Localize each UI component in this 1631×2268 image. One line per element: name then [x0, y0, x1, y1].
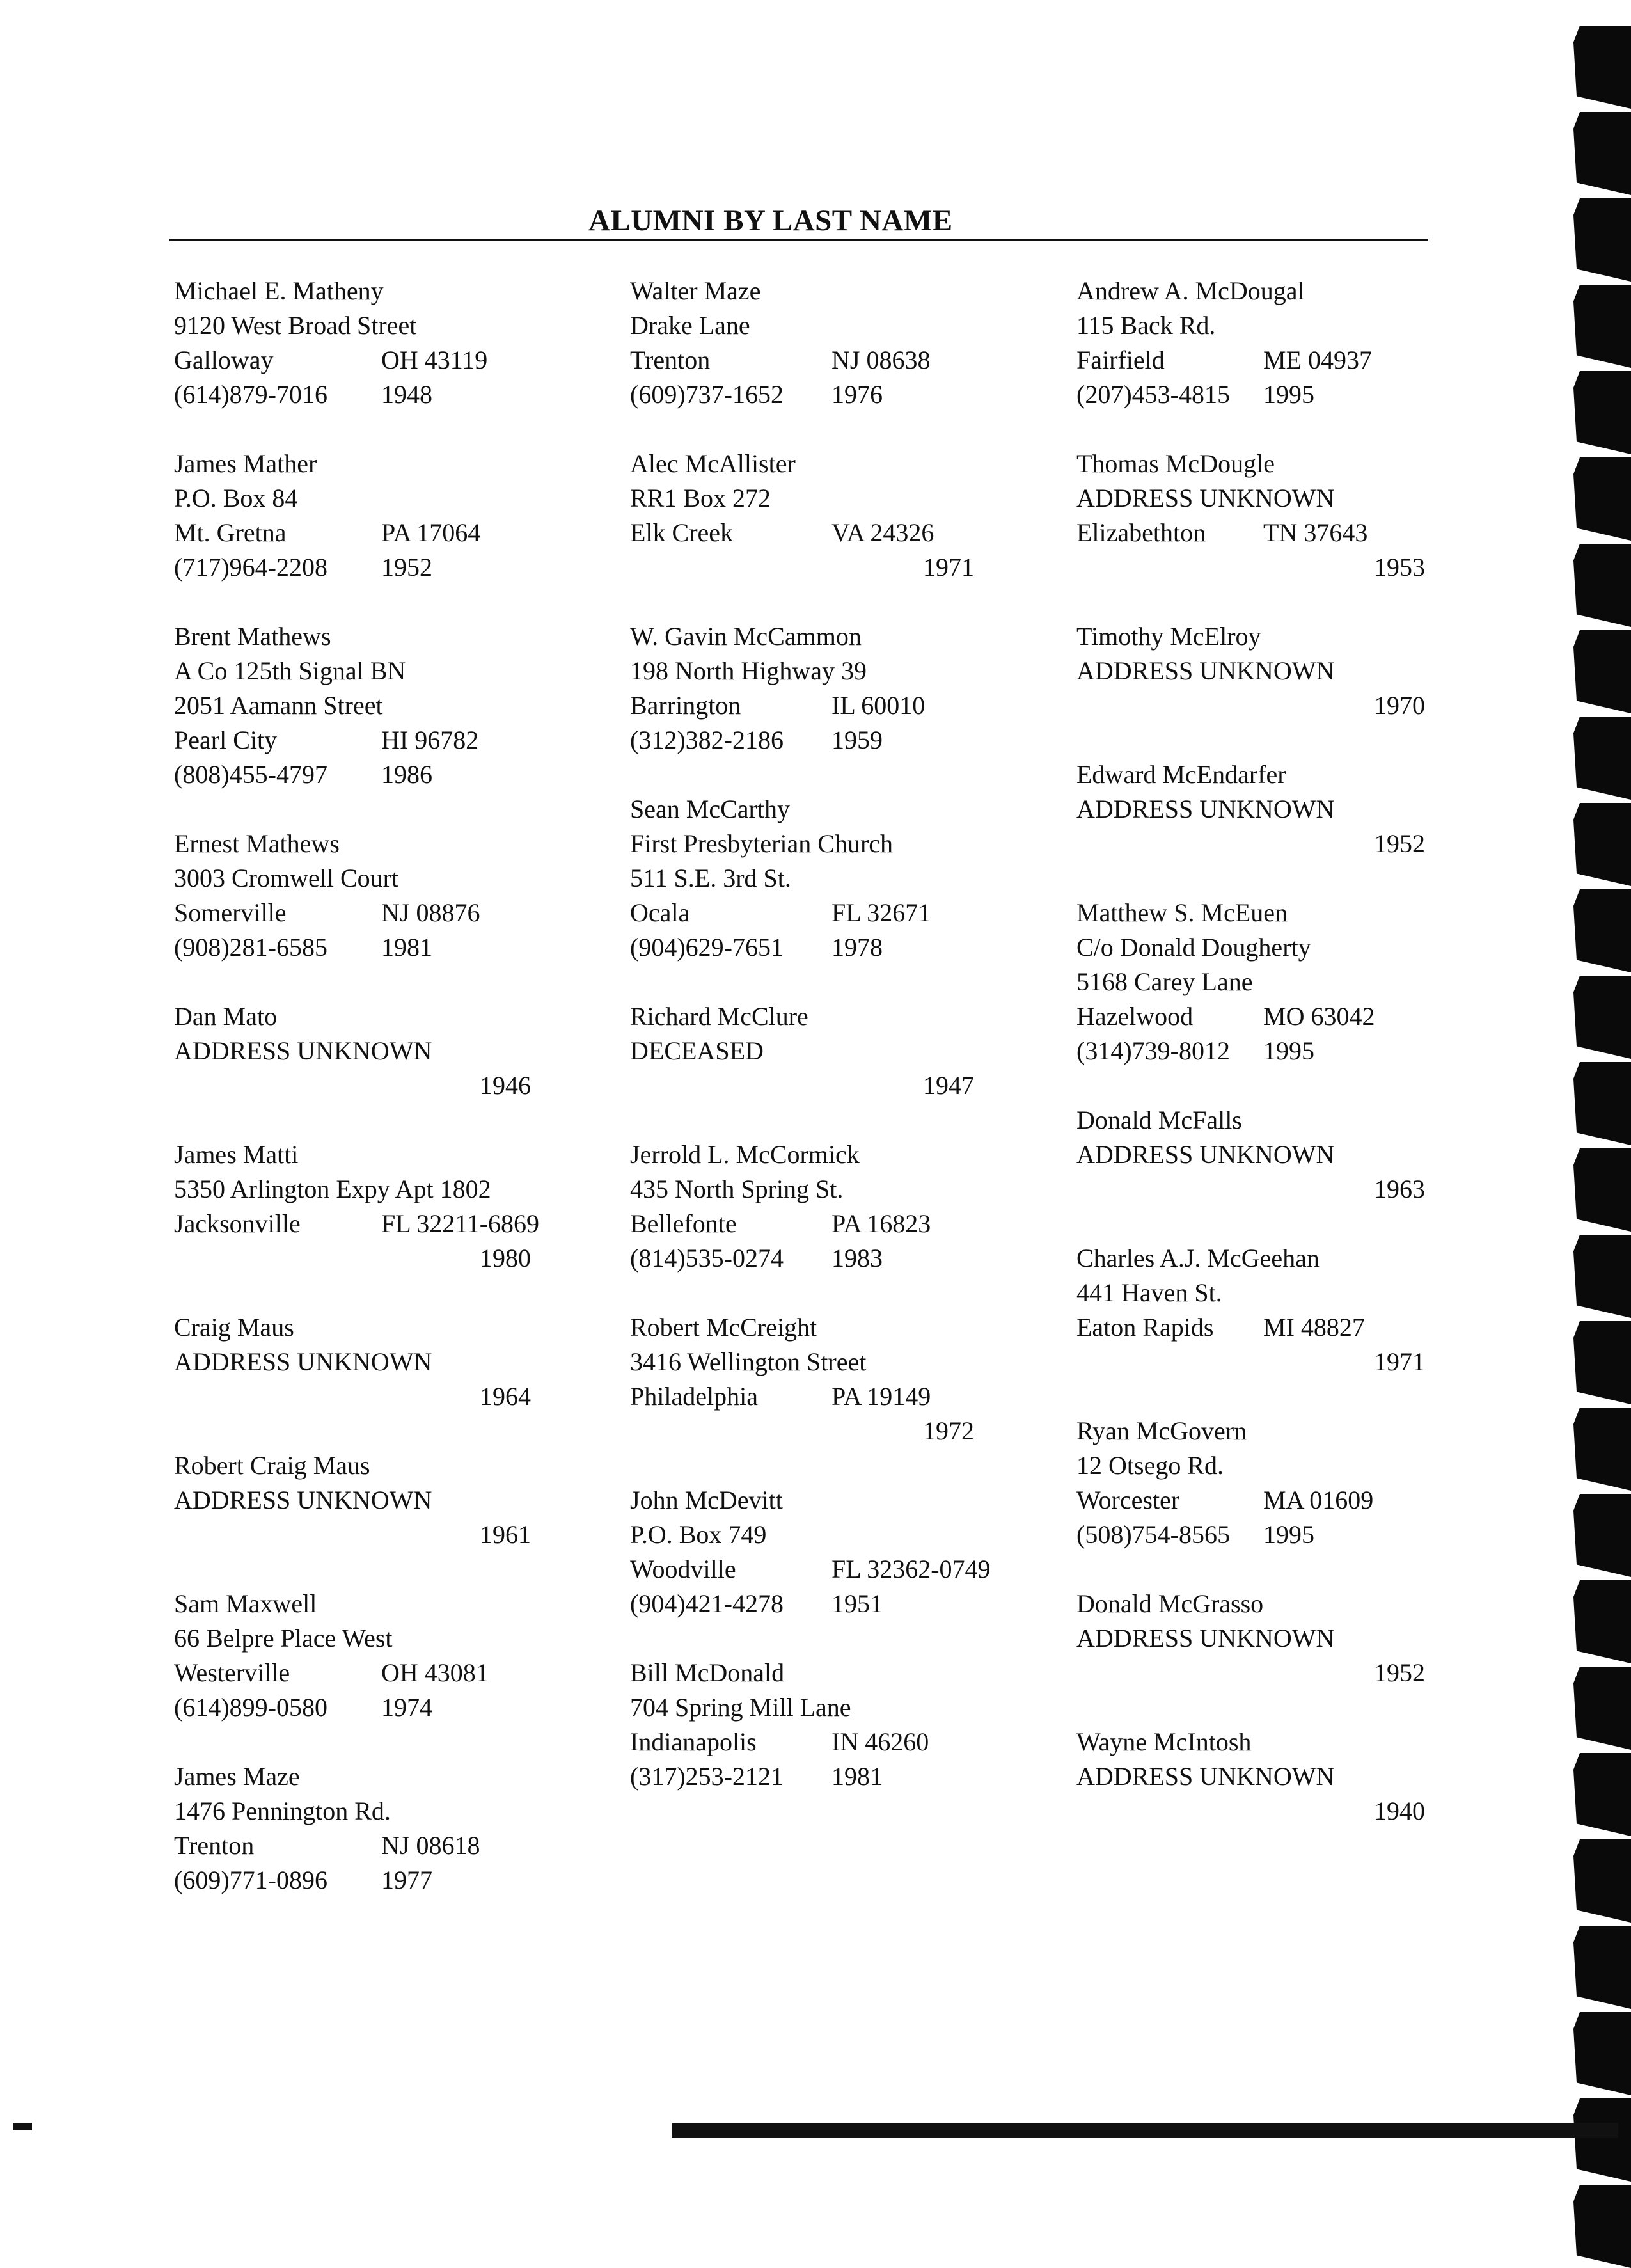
state-zip: FL 32211-6869: [381, 1209, 540, 1238]
alumni-name: Michael E. Matheny: [174, 276, 384, 305]
address-line: ADDRESS UNKNOWN: [1076, 795, 1335, 823]
entry-row: [630, 1241, 1046, 1276]
address-line: 5168 Carey Lane: [1076, 967, 1253, 996]
class-year: 1951: [831, 1589, 883, 1618]
state-zip: OH 43081: [381, 1658, 489, 1687]
state-zip: MA 01609: [1263, 1486, 1374, 1514]
city: Galloway: [174, 345, 274, 374]
entry-row: [630, 1587, 1046, 1621]
address-line: DECEASED: [630, 1036, 764, 1065]
state-zip: ME 04937: [1263, 345, 1372, 374]
alumni-entry: [174, 1587, 590, 1725]
entry-row: [1076, 1483, 1435, 1518]
class-year: 1946: [480, 1071, 531, 1100]
entry-row: [630, 1207, 1046, 1241]
binding-punch-mark: [1567, 1494, 1631, 1577]
entry-row: [630, 723, 1046, 757]
city: Barrington: [630, 691, 741, 720]
class-year: 1970: [1374, 691, 1425, 720]
city: Trenton: [174, 1831, 255, 1860]
scan-corner-mark: [13, 2123, 32, 2130]
alumni-name: Bill McDonald: [630, 1658, 785, 1687]
address-line: ADDRESS UNKNOWN: [174, 1036, 432, 1065]
entry-row: [1076, 1034, 1435, 1068]
class-year: 1963: [1374, 1175, 1425, 1203]
phone: (908)281-6585: [174, 933, 327, 962]
binding-punch-mark: [1567, 2185, 1631, 2268]
alumni-entry: [174, 447, 590, 585]
binding-punch-mark: [1567, 1321, 1631, 1404]
directory-column-1: [174, 274, 590, 1898]
alumni-name: Donald McFalls: [1076, 1106, 1242, 1134]
state-zip: NJ 08638: [831, 345, 931, 374]
phone: (904)421-4278: [630, 1589, 784, 1618]
class-year: 1986: [381, 760, 432, 789]
phone: (614)879-7016: [174, 380, 327, 409]
address-line: ADDRESS UNKNOWN: [174, 1486, 432, 1514]
state-zip: IL 60010: [831, 691, 926, 720]
entry-row: [174, 343, 590, 377]
state-zip: FL 32671: [831, 898, 931, 927]
alumni-entry: [174, 827, 590, 965]
alumni-entry: [630, 1310, 1046, 1448]
directory-column-2: [630, 274, 1046, 1794]
address-line: ADDRESS UNKNOWN: [174, 1347, 432, 1376]
class-year: 1995: [1263, 380, 1314, 409]
binding-punch-mark: [1567, 2098, 1631, 2182]
address-line: 435 North Spring St.: [630, 1175, 844, 1203]
phone: (314)739-8012: [1076, 1036, 1230, 1065]
entry-row: [630, 1552, 1046, 1587]
city: Trenton: [630, 345, 711, 374]
city: Pearl City: [174, 726, 278, 754]
entry-row: [174, 930, 590, 965]
alumni-entry: [1076, 1587, 1435, 1690]
alumni-name: Dan Mato: [174, 1002, 278, 1031]
alumni-name: James Mather: [174, 449, 317, 478]
binding-punch-mark: [1567, 1753, 1631, 1836]
state-zip: PA 19149: [831, 1382, 931, 1411]
binding-punch-mark: [1567, 1580, 1631, 1663]
alumni-name: Edward McEndarfer: [1076, 760, 1286, 789]
address-line: ADDRESS UNKNOWN: [1076, 1140, 1335, 1169]
class-year: 1971: [1374, 1347, 1425, 1376]
address-line: 115 Back Rd.: [1076, 311, 1216, 340]
class-year: 1964: [480, 1382, 531, 1411]
entry-row: [630, 516, 1046, 550]
alumni-entry: [174, 1448, 590, 1552]
entry-row: [1076, 516, 1435, 550]
alumni-entry: [630, 1483, 1046, 1621]
binding-punch-mark: [1567, 1062, 1631, 1145]
address-line: First Presbyterian Church: [630, 829, 894, 858]
phone: (904)629-7651: [630, 933, 784, 962]
alumni-name: Walter Maze: [630, 276, 761, 305]
alumni-name: Ernest Mathews: [174, 829, 340, 858]
city: Eaton Rapids: [1076, 1313, 1214, 1342]
state-zip: NJ 08618: [381, 1831, 480, 1860]
city: Elizabethton: [1076, 518, 1206, 547]
alumni-entry: [1076, 896, 1435, 1068]
entry-row: [174, 723, 590, 757]
class-year: 1952: [1374, 829, 1425, 858]
binding-punch-mark: [1567, 1148, 1631, 1232]
binding-punch-mark: [1567, 803, 1631, 886]
state-zip: HI 96782: [381, 726, 479, 754]
phone: (317)253-2121: [630, 1762, 784, 1791]
address-line: 12 Otsego Rd.: [1076, 1451, 1224, 1480]
state-zip: NJ 08876: [381, 898, 480, 927]
entry-row: [630, 1725, 1046, 1759]
city: Elk Creek: [630, 518, 734, 547]
alumni-entry: [1076, 274, 1435, 412]
alumni-entry: [630, 274, 1046, 412]
binding-punch-mark: [1567, 198, 1631, 282]
alumni-name: James Maze: [174, 1762, 300, 1791]
binding-punch-mark: [1567, 889, 1631, 972]
phone: (814)535-0274: [630, 1244, 784, 1273]
address-line: P.O. Box 84: [174, 484, 298, 512]
phone: (207)453-4815: [1076, 380, 1230, 409]
entry-row: [174, 1207, 590, 1241]
address-line: P.O. Box 749: [630, 1520, 767, 1549]
alumni-name: Richard McClure: [630, 1002, 808, 1031]
class-year: 1959: [831, 726, 883, 754]
class-year: 1940: [1374, 1796, 1425, 1825]
alumni-name: Ryan McGovern: [1076, 1416, 1247, 1445]
class-year: 1953: [1374, 553, 1425, 582]
entry-row: [1076, 999, 1435, 1034]
state-zip: MI 48827: [1263, 1313, 1365, 1342]
entry-row: [630, 1379, 1046, 1414]
state-zip: VA 24326: [831, 518, 934, 547]
address-line: ADDRESS UNKNOWN: [1076, 1762, 1335, 1791]
title-divider: [169, 239, 1428, 241]
class-year: 1971: [923, 553, 974, 582]
binding-punch-mark: [1567, 1235, 1631, 1318]
alumni-name: Thomas McDougle: [1076, 449, 1275, 478]
alumni-entry: [630, 619, 1046, 757]
entry-row: [1076, 343, 1435, 377]
binding-punch-mark: [1567, 26, 1631, 109]
class-year: 1972: [923, 1416, 974, 1445]
alumni-name: James Matti: [174, 1140, 299, 1169]
class-year: 1947: [923, 1071, 974, 1100]
entry-row: [630, 1759, 1046, 1794]
alumni-name: Sean McCarthy: [630, 795, 790, 823]
alumni-name: Wayne McIntosh: [1076, 1727, 1252, 1756]
alumni-entry: [174, 274, 590, 412]
entry-row: [630, 688, 1046, 723]
address-line: 9120 West Broad Street: [174, 311, 417, 340]
alumni-entry: [1076, 757, 1435, 861]
address-line: 1476 Pennington Rd.: [174, 1796, 391, 1825]
city: Jacksonville: [174, 1209, 301, 1238]
city: Hazelwood: [1076, 1002, 1194, 1031]
alumni-name: Craig Maus: [174, 1313, 294, 1342]
city: Bellefonte: [630, 1209, 737, 1238]
entry-row: [1076, 1310, 1435, 1345]
state-zip: FL 32362-0749: [831, 1555, 991, 1583]
binding-punch-mark: [1567, 457, 1631, 541]
phone: (808)455-4797: [174, 760, 327, 789]
entry-row: [630, 896, 1046, 930]
address-line: 511 S.E. 3rd St.: [630, 864, 791, 892]
page-title: ALUMNI BY LAST NAME: [588, 204, 953, 237]
address-line: 704 Spring Mill Lane: [630, 1693, 851, 1722]
address-line: RR1 Box 272: [630, 484, 771, 512]
alumni-name: Donald McGrasso: [1076, 1589, 1264, 1618]
alumni-entry: [1076, 1103, 1435, 1207]
address-line: ADDRESS UNKNOWN: [1076, 656, 1335, 685]
binding-punch-mark: [1567, 630, 1631, 713]
alumni-entry: [630, 1656, 1046, 1794]
binding-punch-mark: [1567, 976, 1631, 1059]
city: Indianapolis: [630, 1727, 757, 1756]
alumni-entry: [1076, 447, 1435, 585]
class-year: 1961: [480, 1520, 531, 1549]
entry-row: [174, 377, 590, 412]
alumni-name: John McDevitt: [630, 1486, 783, 1514]
address-line: 2051 Aamann Street: [174, 691, 383, 720]
binding-punch-mark: [1567, 112, 1631, 195]
binding-punch-mark: [1567, 2012, 1631, 2095]
city: Philadelphia: [630, 1382, 758, 1411]
entry-row: [630, 343, 1046, 377]
alumni-name: Robert McCreight: [630, 1313, 817, 1342]
alumni-entry: [1076, 1241, 1435, 1379]
alumni-entry: [1076, 619, 1435, 723]
alumni-entry: [174, 619, 590, 792]
class-year: 1977: [381, 1866, 432, 1894]
entry-row: [1076, 1518, 1435, 1552]
address-line: 198 North Highway 39: [630, 656, 867, 685]
entry-row: [174, 757, 590, 792]
address-line: 66 Belpre Place West: [174, 1624, 393, 1653]
state-zip: PA 17064: [381, 518, 481, 547]
alumni-entry: [1076, 1725, 1435, 1828]
alumni-name: Alec McAllister: [630, 449, 796, 478]
class-year: 1974: [381, 1693, 432, 1722]
entry-row: [174, 896, 590, 930]
address-line: A Co 125th Signal BN: [174, 656, 406, 685]
alumni-name: W. Gavin McCammon: [630, 622, 862, 651]
city: Mt. Gretna: [174, 518, 287, 547]
binding-punch-mark: [1567, 1839, 1631, 1923]
alumni-name: Brent Mathews: [174, 622, 331, 651]
phone: (717)964-2208: [174, 553, 327, 582]
phone: (609)737-1652: [630, 380, 784, 409]
class-year: 1952: [1374, 1658, 1425, 1687]
address-line: Drake Lane: [630, 311, 750, 340]
entry-row: [174, 516, 590, 550]
address-line: 3416 Wellington Street: [630, 1347, 867, 1376]
class-year: 1978: [831, 933, 883, 962]
binding-punch-mark: [1567, 717, 1631, 800]
alumni-entry: [630, 447, 1046, 585]
address-line: ADDRESS UNKNOWN: [1076, 484, 1335, 512]
binding-punch-mark: [1567, 371, 1631, 454]
alumni-name: Sam Maxwell: [174, 1589, 317, 1618]
class-year: 1948: [381, 380, 432, 409]
binding-punch-mark: [1567, 1667, 1631, 1750]
entry-row: [174, 1656, 590, 1690]
class-year: 1995: [1263, 1036, 1314, 1065]
alumni-entry: [174, 1138, 590, 1276]
binding-punch-mark: [1567, 1926, 1631, 2009]
city: Westerville: [174, 1658, 290, 1687]
city: Fairfield: [1076, 345, 1165, 374]
phone: (614)899-0580: [174, 1693, 327, 1722]
binding-punch-mark: [1567, 1408, 1631, 1491]
phone: (312)382-2186: [630, 726, 784, 754]
address-line: 441 Haven St.: [1076, 1278, 1222, 1307]
alumni-entry: [174, 999, 590, 1103]
address-line: 3003 Cromwell Court: [174, 864, 399, 892]
entry-row: [174, 550, 590, 585]
alumni-name: Charles A.J. McGeehan: [1076, 1244, 1320, 1273]
city: Ocala: [630, 898, 690, 927]
city: Somerville: [174, 898, 287, 927]
class-year: 1995: [1263, 1520, 1314, 1549]
address-line: 5350 Arlington Expy Apt 1802: [174, 1175, 491, 1203]
alumni-entry: [630, 999, 1046, 1103]
class-year: 1981: [831, 1762, 883, 1791]
binding-punch-mark: [1567, 544, 1631, 627]
alumni-name: Timothy McElroy: [1076, 622, 1261, 651]
state-zip: TN 37643: [1263, 518, 1368, 547]
class-year: 1981: [381, 933, 432, 962]
alumni-name: Jerrold L. McCormick: [630, 1140, 860, 1169]
directory-column-3: [1076, 274, 1435, 1828]
city: Woodville: [630, 1555, 736, 1583]
state-zip: MO 63042: [1263, 1002, 1375, 1031]
class-year: 1976: [831, 380, 883, 409]
entry-row: [630, 930, 1046, 965]
scan-edge-bar: [672, 2123, 1618, 2138]
alumni-name: Robert Craig Maus: [174, 1451, 370, 1480]
binding-edge: [1561, 0, 1631, 2245]
alumni-entry: [174, 1310, 590, 1414]
entry-row: [174, 1690, 590, 1725]
entry-row: [1076, 377, 1435, 412]
phone: (609)771-0896: [174, 1866, 327, 1894]
class-year: 1983: [831, 1244, 883, 1273]
binding-punch-mark: [1567, 285, 1631, 368]
state-zip: IN 46260: [831, 1727, 929, 1756]
alumni-name: Matthew S. McEuen: [1076, 898, 1288, 927]
entry-row: [174, 1863, 590, 1898]
entry-row: [174, 1828, 590, 1863]
address-line: C/o Donald Dougherty: [1076, 933, 1311, 962]
city: Worcester: [1076, 1486, 1180, 1514]
class-year: 1980: [480, 1244, 531, 1273]
alumni-entry: [630, 1138, 1046, 1276]
alumni-entry: [1076, 1414, 1435, 1552]
state-zip: OH 43119: [381, 345, 488, 374]
address-line: ADDRESS UNKNOWN: [1076, 1624, 1335, 1653]
alumni-name: Andrew A. McDougal: [1076, 276, 1305, 305]
alumni-entry: [174, 1759, 590, 1898]
phone: (508)754-8565: [1076, 1520, 1230, 1549]
class-year: 1952: [381, 553, 432, 582]
entry-row: [630, 377, 1046, 412]
state-zip: PA 16823: [831, 1209, 931, 1238]
alumni-entry: [630, 792, 1046, 965]
